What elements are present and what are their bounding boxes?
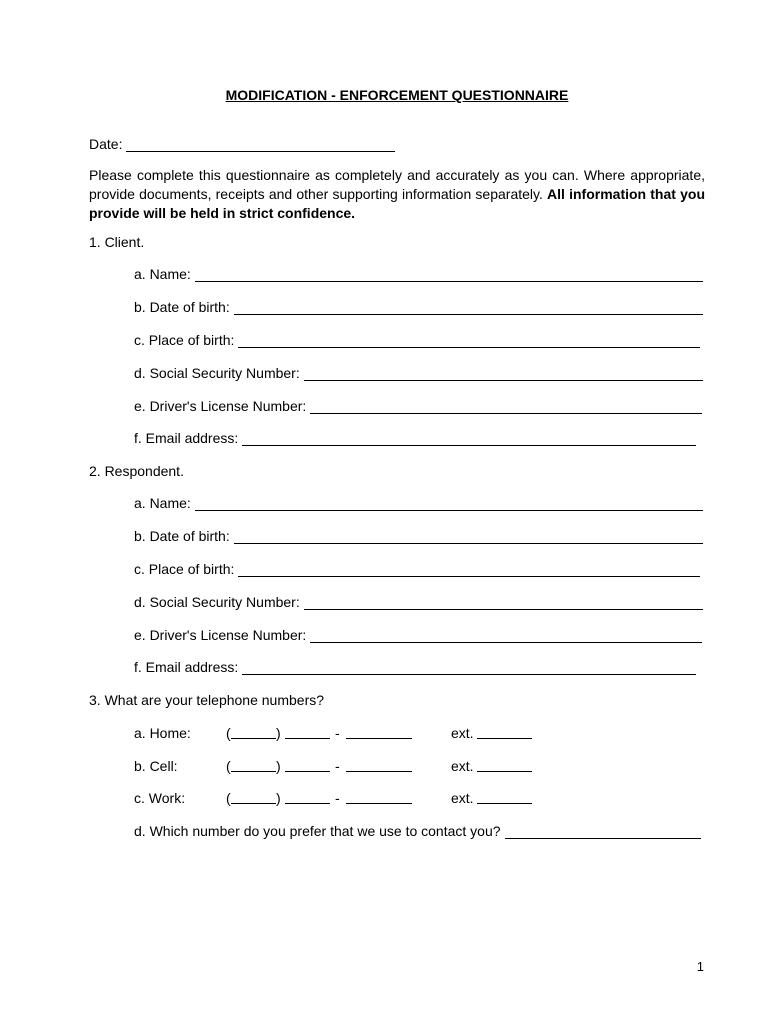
respondent-dl-row: [134, 627, 702, 643]
respondent-email-field[interactable]: [242, 660, 696, 675]
instructions-paragraph: [89, 166, 705, 223]
phone-work-dash: -: [335, 790, 340, 806]
phone-home-row: [0, 725, 770, 743]
client-email-row: [134, 430, 696, 446]
phone-work-line-field[interactable]: [346, 790, 412, 804]
client-pob-row: [134, 332, 700, 348]
date-label: Date:: [89, 136, 123, 152]
phone-cell-close-paren: ): [276, 758, 281, 774]
phone-work-label: c. Work:: [134, 790, 186, 806]
client-email-field[interactable]: [242, 431, 696, 446]
phone-home-label: a. Home:: [134, 725, 191, 741]
client-name-field[interactable]: [195, 267, 703, 282]
client-email-label: f. Email address:: [134, 430, 239, 446]
date-field[interactable]: [126, 137, 395, 152]
client-heading: 1. Client.: [89, 234, 145, 250]
phone-cell-row: [0, 758, 770, 776]
client-name-row: [134, 266, 703, 282]
phone-cell-area-code-field[interactable]: [231, 758, 276, 772]
respondent-ssn-label: d. Social Security Number:: [134, 594, 300, 610]
page-number: 1: [696, 959, 704, 974]
phone-work-open-paren: (: [226, 790, 231, 806]
phone-home-area-code-field[interactable]: [231, 725, 276, 739]
preferred-number-label: d. Which number do you prefer that we use to contact you?: [134, 823, 501, 839]
phone-cell-open-paren: (: [226, 758, 231, 774]
phone-cell-line-field[interactable]: [346, 758, 412, 772]
respondent-pob-row: [134, 561, 700, 577]
respondent-name-row: [134, 495, 703, 511]
respondent-name-label: a. Name:: [134, 495, 191, 511]
preferred-number-field[interactable]: [505, 824, 701, 839]
phone-work-close-paren: ): [276, 790, 281, 806]
instructions-text: Please complete this questionnaire as completely and accurately as you can. Where appropriate, provide documents, receipts and other supporting information separately.: [89, 167, 705, 202]
phone-home-line-field[interactable]: [346, 725, 412, 739]
respondent-email-row: [134, 659, 696, 675]
client-pob-field[interactable]: [238, 333, 700, 348]
page-title: MODIFICATION - ENFORCEMENT QUESTIONNAIRE: [225, 87, 569, 103]
phone-work-prefix-field[interactable]: [285, 790, 330, 804]
respondent-name-field[interactable]: [195, 496, 703, 511]
phone-cell-ext-field[interactable]: [477, 758, 532, 772]
phone-home-ext-field[interactable]: [477, 725, 532, 739]
respondent-ssn-field[interactable]: [304, 595, 703, 610]
client-pob-label: c. Place of birth:: [134, 332, 235, 348]
respondent-ssn-row: [134, 594, 703, 610]
client-ssn-row: [134, 365, 703, 381]
respondent-dl-label: e. Driver's License Number:: [134, 627, 307, 643]
phones-heading: 3. What are your telephone numbers?: [89, 692, 325, 708]
respondent-dl-field[interactable]: [310, 628, 702, 643]
phone-work-row: [0, 790, 770, 808]
phone-work-ext-field[interactable]: [477, 790, 532, 804]
phone-home-prefix-field[interactable]: [285, 725, 330, 739]
phone-work-ext-label: ext.: [451, 790, 474, 806]
respondent-dob-row: [134, 528, 703, 544]
phone-cell-dash: -: [335, 758, 340, 774]
phone-work-area-code-field[interactable]: [231, 790, 276, 804]
client-dl-field[interactable]: [310, 399, 702, 414]
client-dob-field[interactable]: [234, 300, 703, 315]
respondent-pob-field[interactable]: [238, 562, 700, 577]
phone-cell-prefix-field[interactable]: [285, 758, 330, 772]
phone-home-ext-label: ext.: [451, 725, 474, 741]
respondent-heading: 2. Respondent.: [89, 463, 184, 479]
respondent-dob-label: b. Date of birth:: [134, 528, 230, 544]
preferred-number-row: [134, 823, 701, 839]
phone-cell-ext-label: ext.: [451, 758, 474, 774]
client-dob-label: b. Date of birth:: [134, 299, 230, 315]
phone-home-close-paren: ): [276, 725, 281, 741]
respondent-pob-label: c. Place of birth:: [134, 561, 235, 577]
respondent-email-label: f. Email address:: [134, 659, 239, 675]
respondent-dob-field[interactable]: [234, 529, 703, 544]
client-name-label: a. Name:: [134, 266, 191, 282]
client-dob-row: [134, 299, 703, 315]
client-ssn-label: d. Social Security Number:: [134, 365, 300, 381]
phone-cell-label: b. Cell:: [134, 758, 178, 774]
client-dl-row: [134, 398, 702, 414]
confidentiality-notice: All information that you provide will be held in strict confidence.: [89, 186, 705, 221]
client-dl-label: e. Driver's License Number:: [134, 398, 307, 414]
date-row: [89, 136, 395, 152]
phone-home-dash: -: [335, 725, 340, 741]
phone-home-open-paren: (: [226, 725, 231, 741]
client-ssn-field[interactable]: [304, 366, 703, 381]
